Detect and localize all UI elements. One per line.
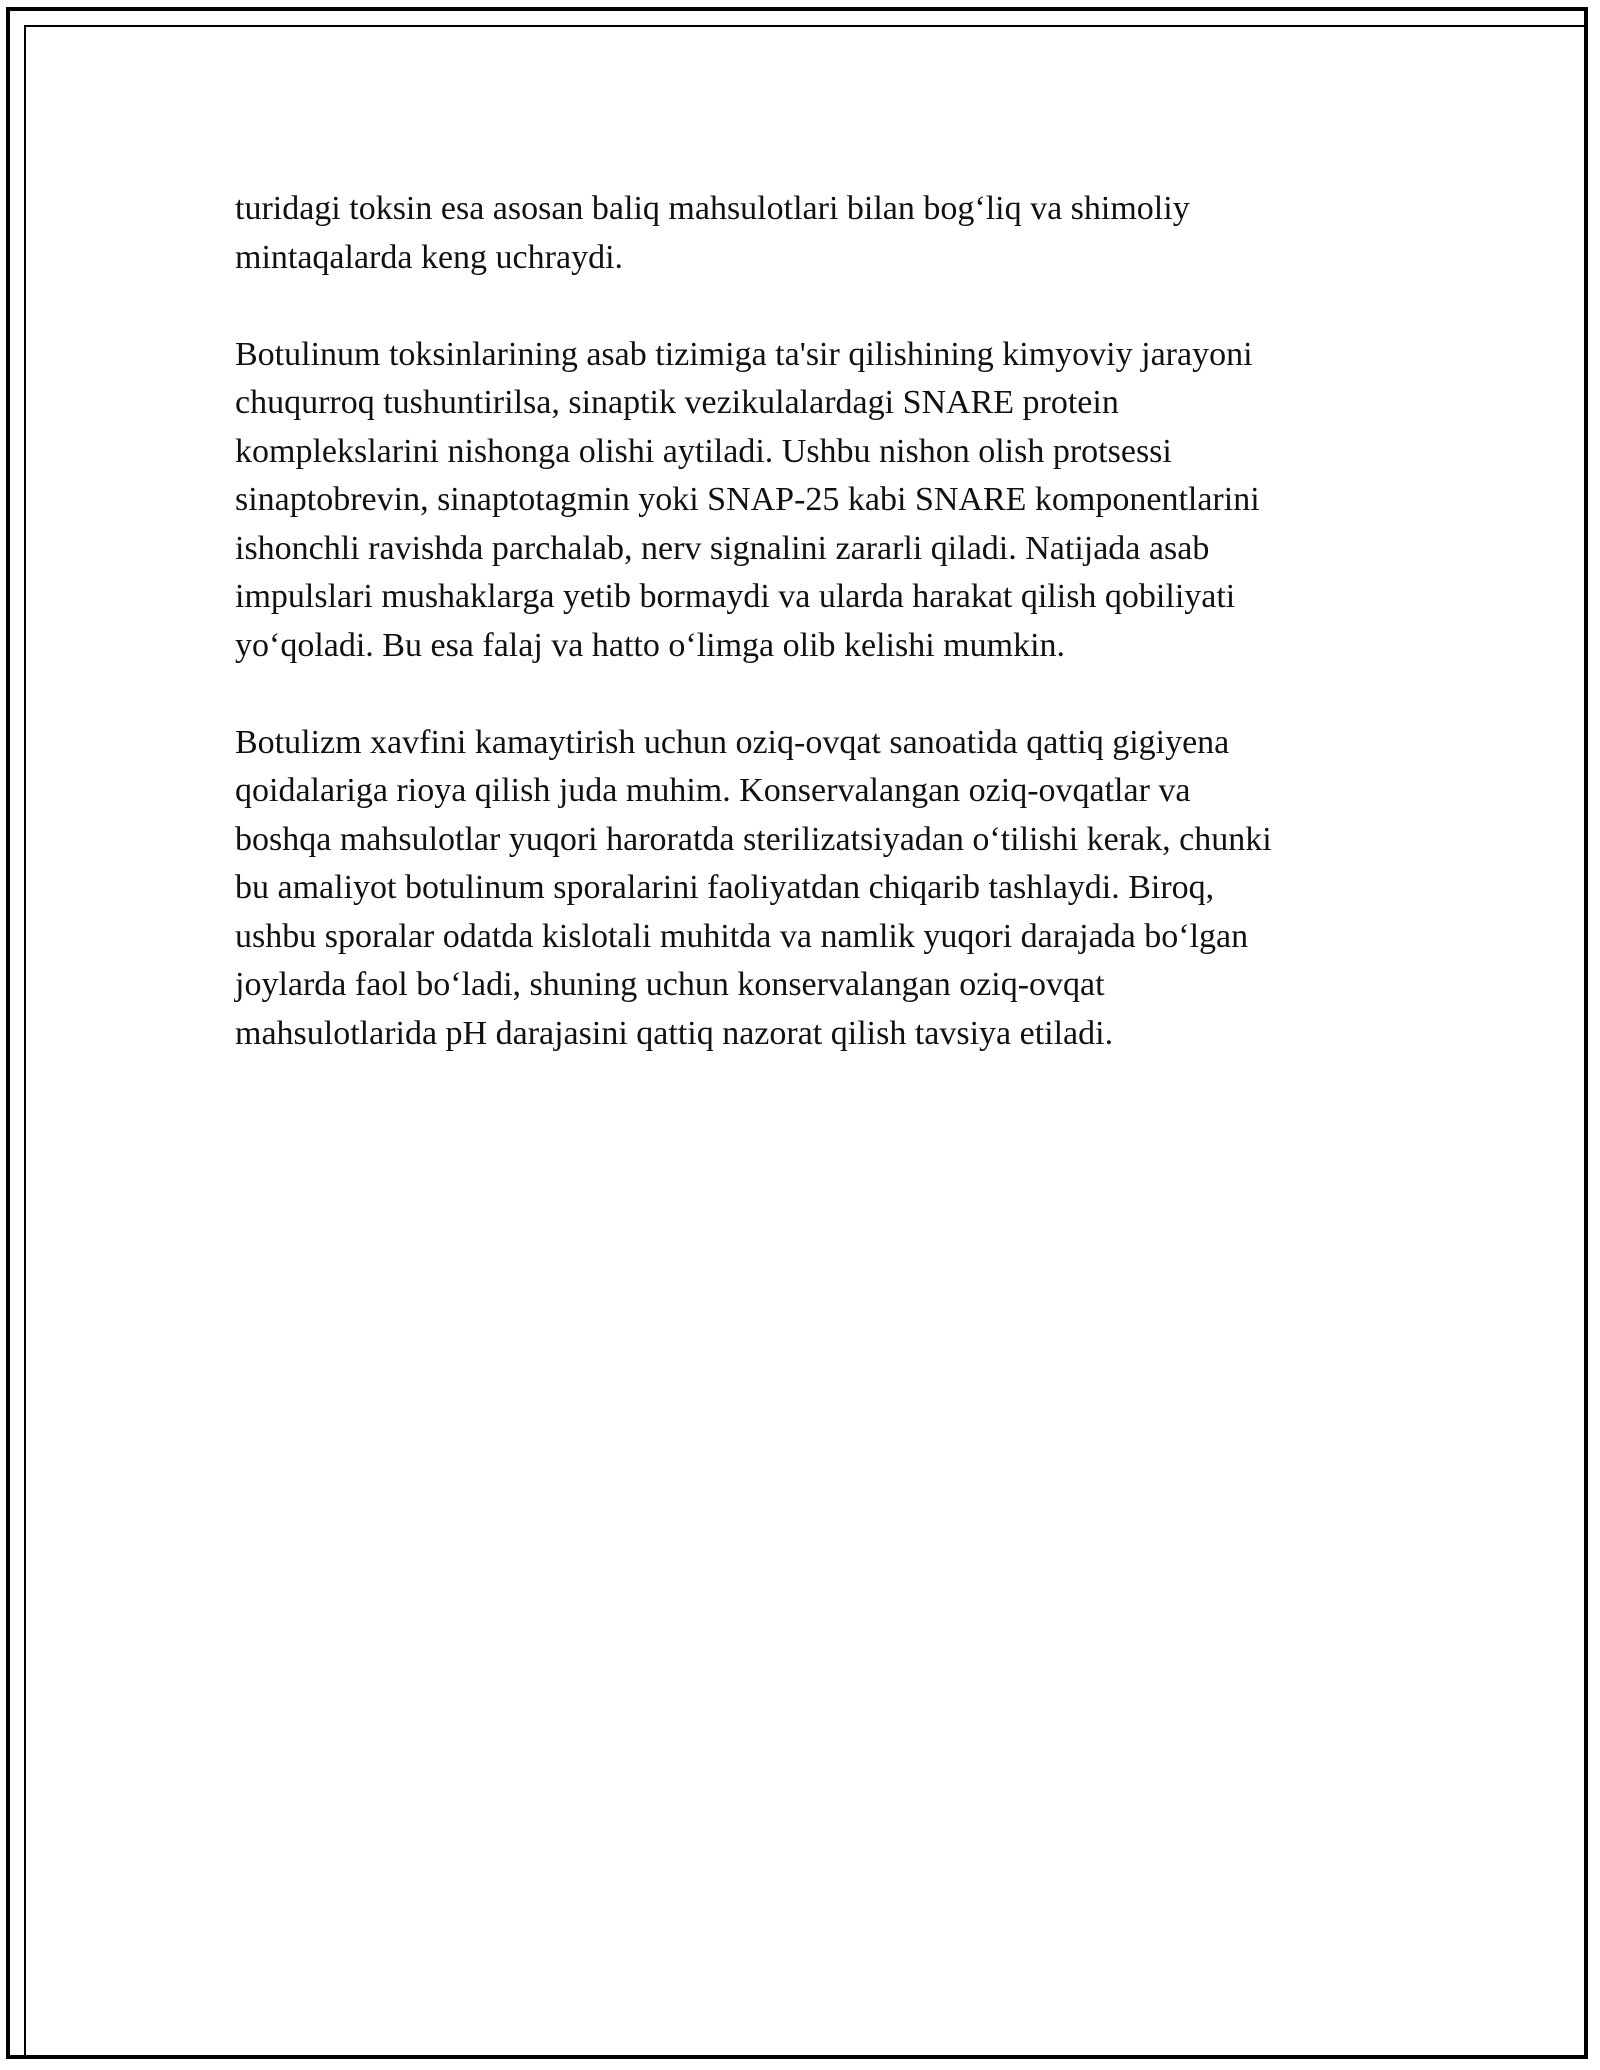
paragraph-1 xyxy=(235,185,1370,282)
paragraph-2 xyxy=(235,331,1370,671)
text-line: Botulinum toksinlarining asab tizimiga ta'sir qilishining kimyoviy jarayoni xyxy=(235,335,1253,373)
paragraph-3 xyxy=(235,719,1370,1059)
text-line: Botulizm xavfini kamaytirish uchun oziq-ovqat sanoatida qattiq gigiyena xyxy=(235,723,1230,761)
text-line: sinaptobrevin, sinaptotagmin yoki SNAP-25 kabi SNARE komponentlarini xyxy=(235,481,1260,518)
text-line: mahsulotlarida pH darajasini qattiq nazorat qilish tavsiya etiladi. xyxy=(235,1014,1114,1052)
document-body xyxy=(235,185,1370,1107)
text-line: yo‘qoladi. Bu esa falaj va hatto o‘limga olib kelishi mumkin. xyxy=(235,626,1066,664)
text-line: joylarda faol bo‘ladi, shuning uchun konservalangan oziq-ovqat xyxy=(235,966,1105,1003)
text-line: mintaqalarda keng uchraydi. xyxy=(235,238,624,276)
text-line: qoidalariga rioya qilish juda muhim. Konservalangan oziq-ovqatlar va xyxy=(235,772,1191,809)
text-line: komplekslarini nishonga olishi aytiladi. Ushbu nishon olish protsessi xyxy=(235,432,1172,470)
text-line: ishonchli ravishda parchalab, nerv signalini zararli qiladi. Natijada asab xyxy=(235,529,1210,567)
text-line: boshqa mahsulotlar yuqori haroratda sterilizatsiyadan o‘tilishi kerak, chunki xyxy=(235,820,1272,858)
text-line: ushbu sporalar odatda kislotali muhitda va namlik yuqori darajada bo‘lgan xyxy=(235,917,1249,955)
text-line: bu amaliyot botulinum sporalarini faoliyatdan chiqarib tashlaydi. Biroq, xyxy=(235,869,1215,906)
text-line: impulslari mushaklarga yetib bormaydi va ularda harakat qilish qobiliyati xyxy=(235,578,1236,615)
text-line: turidagi toksin esa asosan baliq mahsulotlari bilan bog‘liq va shimoliy xyxy=(235,190,1190,227)
text-line: chuqurroq tushuntirilsa, sinaptik vezikulalardagi SNARE protein xyxy=(235,384,1119,421)
